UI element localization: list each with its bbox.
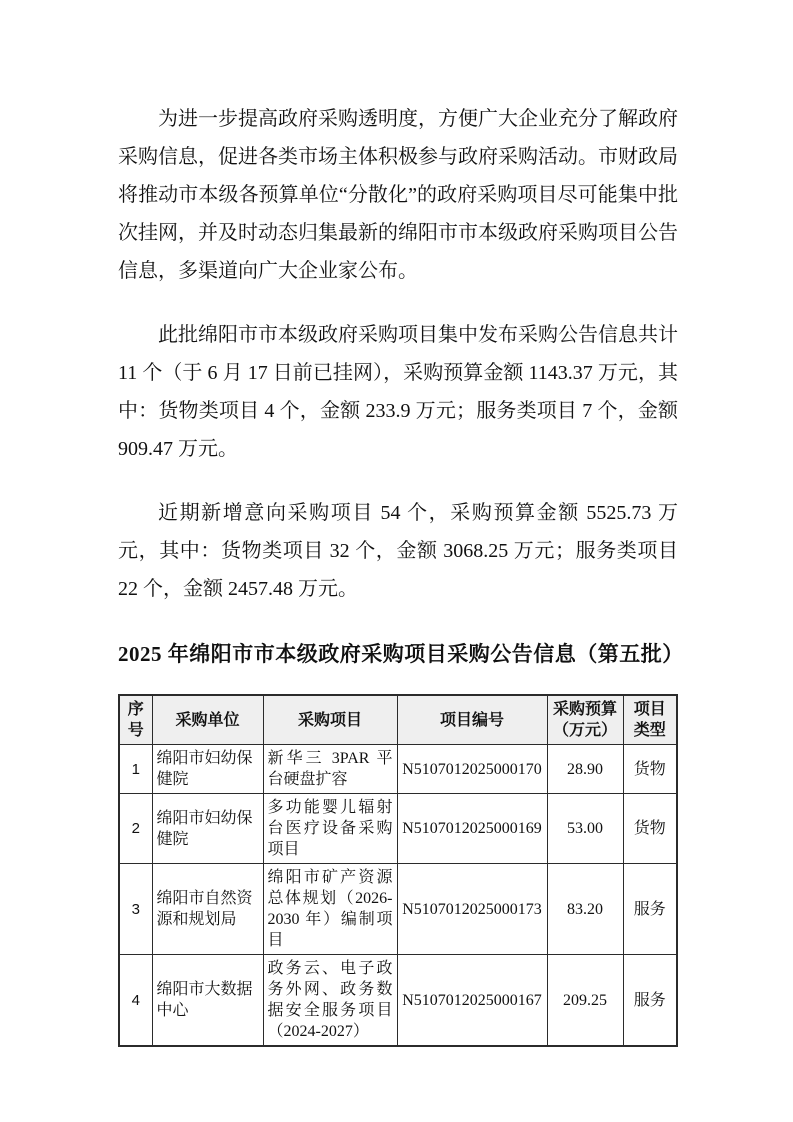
table-cell-project-number: N5107012025000169 <box>397 794 547 864</box>
table-cell-purchasing-unit: 绵阳市妇幼保健院 <box>152 794 263 864</box>
table-cell-project-type: 货物 <box>623 745 677 794</box>
table-row <box>119 794 677 864</box>
table-cell-project-name: 绵阳市矿产资源总体规划（2026-2030 年）编制项目 <box>263 864 397 955</box>
table-cell-budget: 83.20 <box>547 864 623 955</box>
table-cell-index: 2 <box>119 794 152 864</box>
table-title: 2025 年绵阳市市本级政府采购项目采购公告信息（第五批） <box>118 642 684 666</box>
table-cell-project-number: N5107012025000167 <box>397 955 547 1047</box>
column-header-project-name: 采购项目 <box>263 695 397 745</box>
table-cell-purchasing-unit: 绵阳市妇幼保健院 <box>152 745 263 794</box>
paragraph-transparency-intro: 为进一步提高政府采购透明度，方便广大企业充分了解政府采购信息，促进各类市场主体积极参与政府采购活动。市财政局将推动市本级各预算单位“分散化”的政府采购项目尽可能集中批次挂网，并及时动态归集最新的绵阳市市本级政府采购项目公告信息，多渠道向广大企业家公布。 <box>118 108 678 282</box>
table-body <box>119 745 677 1047</box>
table-cell-project-type: 服务 <box>623 864 677 955</box>
table-cell-project-name: 新华三 3PAR 平台硬盘扩容 <box>263 745 397 794</box>
column-header-project-type: 项目类型 <box>623 695 677 745</box>
table-cell-budget: 53.00 <box>547 794 623 864</box>
table-cell-project-name: 多功能婴儿辐射台医疗设备采购项目 <box>263 794 397 864</box>
table-cell-index: 4 <box>119 955 152 1047</box>
table-cell-budget: 209.25 <box>547 955 623 1047</box>
table-cell-purchasing-unit: 绵阳市自然资源和规划局 <box>152 864 263 955</box>
table-cell-project-type: 货物 <box>623 794 677 864</box>
column-header-index: 序号 <box>119 695 152 745</box>
paragraph-current-batch-summary: 此批绵阳市市本级政府采购项目集中发布采购公告信息共计 11 个（于 6 月 17 日前已挂网），采购预算金额 1143.37 万元，其中：货物类项目 4 个，金额 233.9 万元；服务类项目 7 个，金额 909.47 万元。 <box>118 324 678 460</box>
table-header-row <box>119 695 677 745</box>
table-row <box>119 955 677 1047</box>
table-cell-project-type: 服务 <box>623 955 677 1047</box>
paragraph-new-intent-summary: 近期新增意向采购项目 54 个，采购预算金额 5525.73 万元，其中：货物类项目 32 个，金额 3068.25 万元；服务类项目 22 个，金额 2457.48 万元。 <box>118 502 678 600</box>
table-cell-purchasing-unit: 绵阳市大数据中心 <box>152 955 263 1047</box>
table-cell-budget: 28.90 <box>547 745 623 794</box>
table-cell-index: 3 <box>119 864 152 955</box>
table-row <box>119 745 677 794</box>
table-cell-project-number: N5107012025000170 <box>397 745 547 794</box>
table-cell-project-name: 政务云、电子政务外网、政务数据安全服务项目（2024-2027） <box>263 955 397 1047</box>
column-header-budget: 采购预算（万元） <box>547 695 623 745</box>
table-cell-index: 1 <box>119 745 152 794</box>
table-cell-project-number: N5107012025000173 <box>397 864 547 955</box>
column-header-project-number: 项目编号 <box>397 695 547 745</box>
column-header-purchasing-unit: 采购单位 <box>152 695 263 745</box>
procurement-announcement-table <box>118 694 678 1047</box>
table-row <box>119 864 677 955</box>
